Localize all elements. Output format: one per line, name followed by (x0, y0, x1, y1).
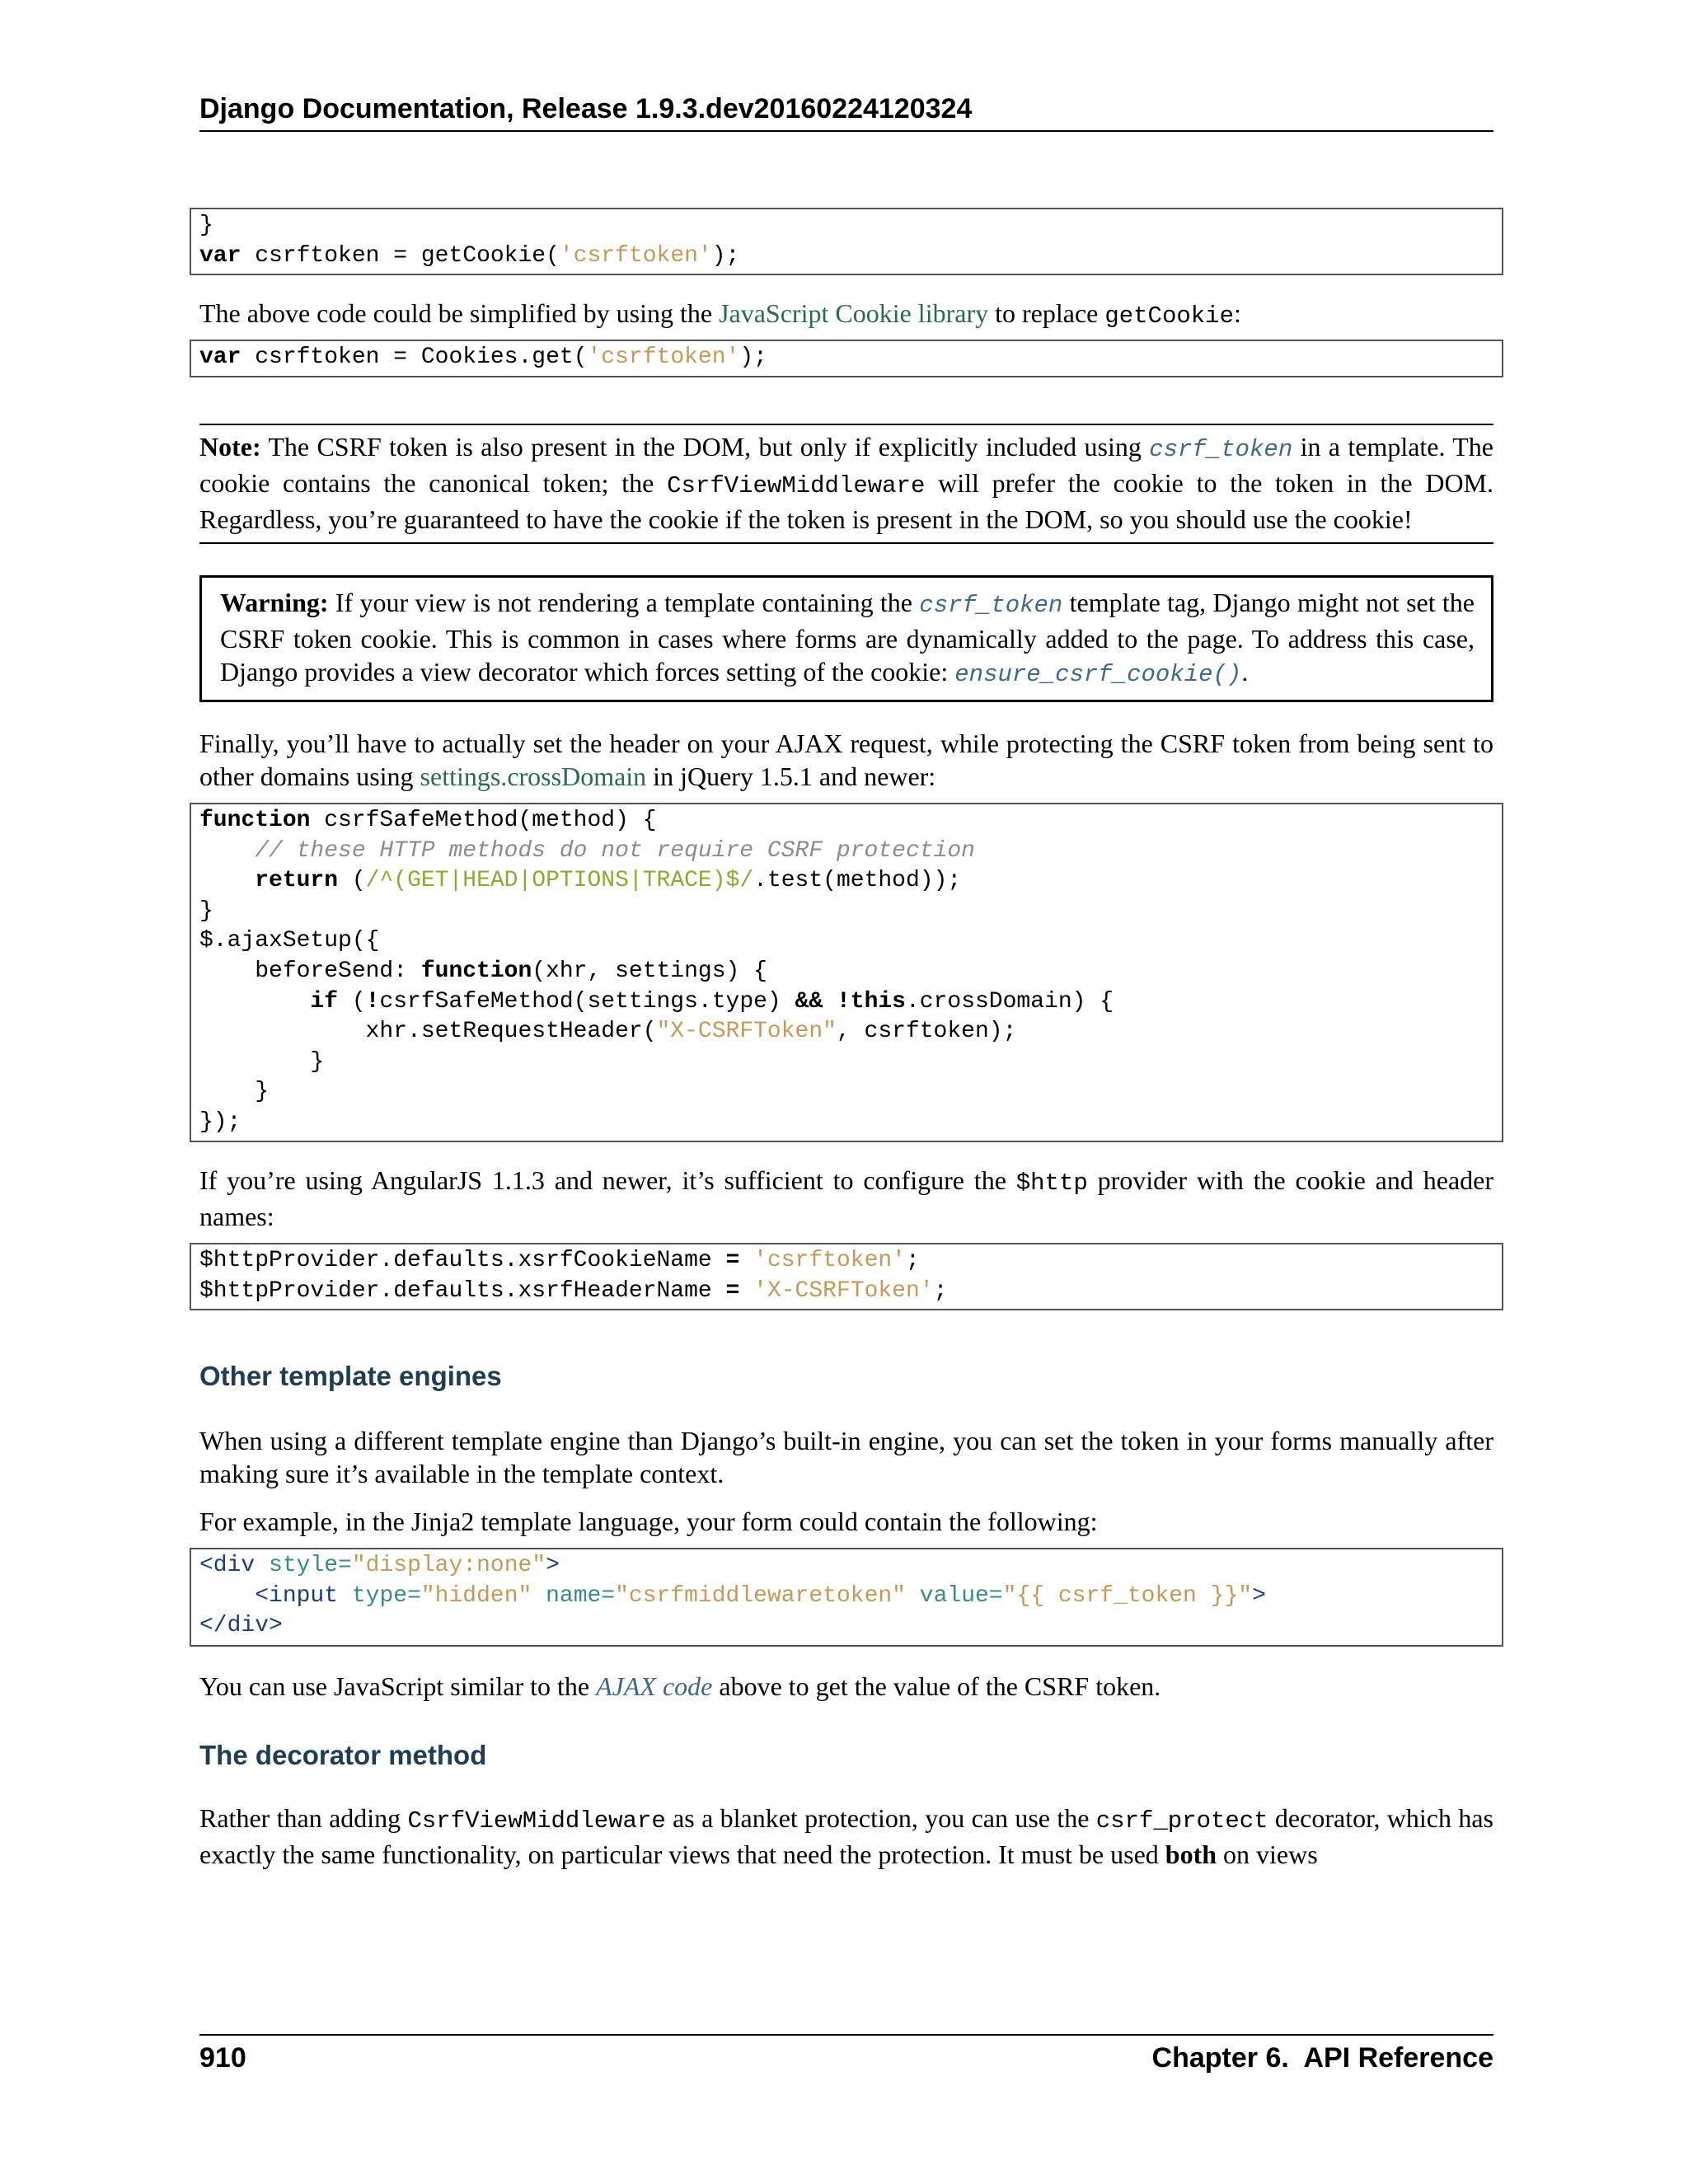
text: on views (1217, 1840, 1318, 1869)
code-text (906, 1583, 920, 1609)
code-text: ; (933, 1277, 948, 1304)
settings-crossdomain-link[interactable]: settings.crossDomain (420, 762, 647, 791)
code-line: } (199, 213, 213, 238)
code-string: "csrfmiddlewaretoken" (615, 1582, 906, 1609)
text: will prefer the cookie to the token in the DOM. Regardless, you’re guaranteed to have the cookie if the token is present in the DOM, so you should use the cookie! (199, 468, 1493, 534)
text: template tag, Django might not set the CSRF token cookie. This is common in cases where forms are dynamically added to the page. To address this case, Django provides a view decorator which forces setting of the cookie: (220, 588, 1475, 687)
code-operator: = (725, 1277, 740, 1304)
code-text: csrfSafeMethod(method) { (310, 808, 657, 833)
warning-admonition (199, 575, 1493, 702)
text: If your view is not rendering a template containing the (328, 588, 920, 617)
inline-code: getCookie (1104, 302, 1234, 330)
text: . (1241, 657, 1249, 687)
code-tag: </div> (199, 1613, 283, 1639)
text: The above code could be simplified by using the (199, 298, 720, 328)
text: : (1233, 298, 1241, 328)
code-text: $.ajaxSetup({ (199, 928, 380, 954)
csrf-token-link[interactable]: csrf_token (919, 592, 1063, 619)
code-text: ( (338, 868, 366, 894)
text: in jQuery 1.5.1 and newer: (646, 762, 936, 791)
javascript-cookie-library-link[interactable]: JavaScript Cookie library (719, 298, 989, 328)
inline-code: CsrfViewMiddleware (667, 472, 926, 499)
page-footer (199, 2034, 1493, 2074)
code-text: $httpProvider.defaults.xsrfCookieName (199, 1248, 726, 1273)
text: as a blanket protection, you can use the (665, 1803, 1096, 1833)
paragraph-finally (199, 727, 1493, 793)
code-string: 'csrftoken' (753, 1248, 906, 1273)
paragraph-other-engines: When using a different template engine than Django’s built-in engine, you can set the token in your forms manually after making sure it’s available in the template context. (199, 1426, 1493, 1488)
text: to replace (988, 298, 1105, 328)
code-operator: && (795, 988, 823, 1015)
code-text: beforeSend: (199, 958, 421, 984)
text: decorator, which has exactly the same functionality, on particular views that need the protection. It must be used (199, 1803, 1494, 1869)
section-title-decorator-method: The decorator method (199, 1740, 487, 1770)
code-operator: ! (365, 988, 380, 1015)
code-string: 'csrftoken' (559, 242, 712, 269)
code-tag: > (546, 1553, 560, 1578)
ajax-code-link[interactable]: AJAX code (596, 1671, 713, 1701)
code-text (739, 1278, 753, 1304)
code-regex: /^(GET|HEAD|OPTIONS|TRACE)$/ (365, 868, 754, 894)
code-text (532, 1583, 546, 1609)
code-text: ); (739, 344, 767, 370)
code-block-getcookie (190, 208, 1503, 275)
bold-text: both (1165, 1840, 1217, 1869)
code-text (823, 989, 837, 1015)
paragraph-angularjs (199, 1164, 1493, 1233)
code-text (338, 1583, 352, 1609)
code-tag: <div (199, 1553, 256, 1578)
code-block-cookies-get (190, 340, 1503, 377)
code-text: (xhr, settings) { (532, 958, 767, 984)
inline-code: csrf_protect (1095, 1807, 1268, 1835)
code-text: xhr.setRequestHeader( (199, 1019, 657, 1045)
code-text (739, 1248, 753, 1273)
code-text (255, 1553, 269, 1578)
running-header: Django Documentation, Release 1.9.3.dev20160224120324 (199, 91, 1493, 132)
section-title-other-template-engines: Other template engines (199, 1361, 502, 1391)
code-text: ; (905, 1248, 920, 1273)
code-string: 'csrftoken' (587, 344, 740, 370)
code-text (199, 989, 310, 1015)
code-text (199, 868, 255, 893)
inline-code: $http (1015, 1169, 1088, 1197)
code-block-jinja2-form (190, 1548, 1503, 1647)
code-text: , csrftoken); (836, 1019, 1017, 1045)
code-text: .test(method)); (753, 868, 962, 894)
code-keyword: !this (836, 988, 906, 1015)
text: You can use JavaScript similar to the (199, 1671, 597, 1701)
code-tag: <input (255, 1582, 339, 1609)
code-string: "{{ csrf_token }}" (1002, 1582, 1253, 1609)
text: Rather than adding (199, 1803, 408, 1833)
text: The CSRF token is also present in the DOM, but only if explicitly included using (260, 432, 1150, 462)
code-block-ajax-setup (190, 803, 1503, 1142)
inline-code: CsrfViewMiddleware (407, 1807, 666, 1835)
code-string: "hidden" (420, 1582, 532, 1609)
warning-label: Warning: (220, 588, 329, 617)
text: in a template. The cookie contains the canonical token; the (199, 432, 1494, 498)
paragraph-jinja2-example: For example, in the Jinja2 template language, your form could contain the following: (199, 1507, 1098, 1536)
code-text: } (199, 898, 213, 924)
code-keyword: return (255, 868, 339, 894)
code-comment: // these HTTP methods do not require CSRF protection (199, 837, 975, 864)
code-text: ); (711, 242, 740, 269)
code-text: } (199, 1048, 325, 1075)
code-text: .crossDomain) { (905, 988, 1114, 1015)
code-string: "X-CSRFToken" (656, 1019, 837, 1045)
text: If you’re using AngularJS 1.1.3 and newer, it’s sufficient to configure the (199, 1165, 1016, 1195)
paragraph-simplified (199, 297, 1493, 333)
code-text: csrftoken = getCookie( (241, 242, 560, 269)
code-keyword: function (420, 958, 532, 984)
code-text: } (199, 1079, 270, 1105)
code-tag: > (1252, 1582, 1266, 1609)
code-operator: = (725, 1248, 740, 1273)
code-text (199, 1583, 255, 1609)
code-keyword: if (310, 988, 339, 1015)
code-keyword: var (199, 242, 241, 269)
code-attribute: name= (546, 1582, 616, 1609)
code-text: }); (199, 1108, 241, 1135)
code-string: "display:none" (351, 1553, 546, 1578)
chapter-title: Chapter 6. API Reference (1151, 2042, 1493, 2074)
code-attribute: type= (351, 1582, 421, 1609)
code-text: csrftoken = Cookies.get( (241, 344, 588, 370)
page-content (199, 208, 1493, 1871)
paragraph-decorator-method (199, 1802, 1493, 1871)
code-keyword: var (199, 344, 241, 370)
note-label: Note: (199, 432, 261, 462)
page-number: 910 (199, 2042, 246, 2074)
code-text: ( (338, 988, 366, 1015)
code-attribute: style= (269, 1553, 352, 1578)
code-keyword: function (199, 808, 311, 833)
code-string: 'X-CSRFToken' (753, 1277, 934, 1304)
code-block-http-provider (190, 1243, 1503, 1310)
paragraph-ajax-code (199, 1670, 1493, 1703)
csrf-token-link[interactable]: csrf_token (1149, 436, 1293, 463)
code-text: $httpProvider.defaults.xsrfHeaderName (199, 1277, 726, 1304)
text: above to get the value of the CSRF token. (712, 1671, 1161, 1701)
text: provider with the cookie and header names: (199, 1165, 1494, 1231)
code-text: csrfSafeMethod(settings.type) (379, 988, 795, 1015)
note-admonition (199, 424, 1493, 544)
text: Finally, you’ll have to actually set the header on your AJAX request, while protecting the CSRF token from being sent to other domains using (199, 729, 1493, 791)
code-attribute: value= (919, 1582, 1003, 1609)
ensure-csrf-cookie-link[interactable]: ensure_csrf_cookie() (954, 661, 1242, 688)
